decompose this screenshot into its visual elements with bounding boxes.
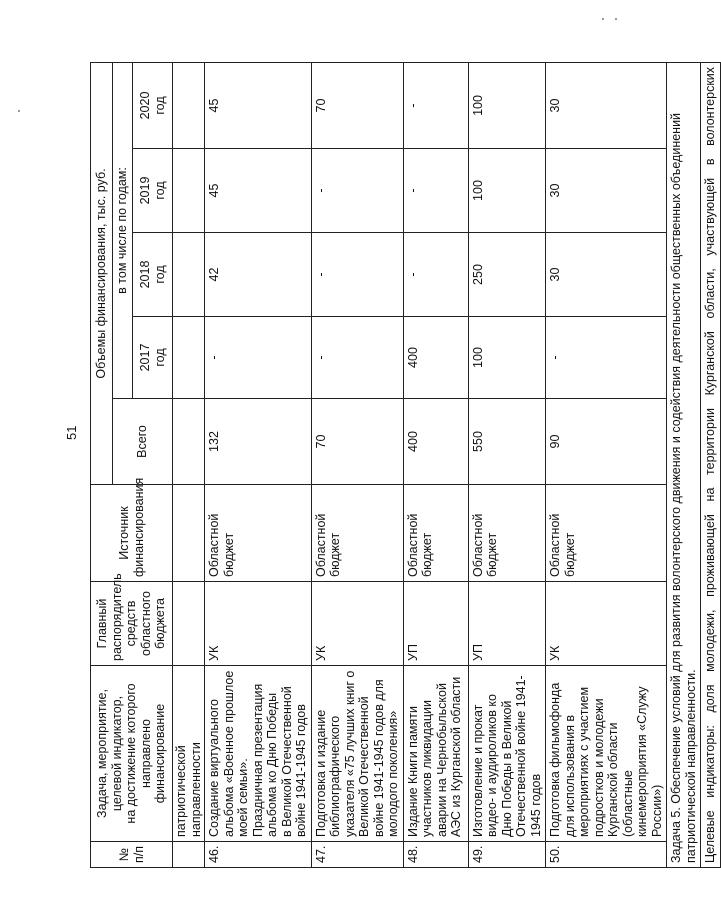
- row-2017: -: [205, 317, 312, 399]
- row-manager: УП: [468, 582, 546, 666]
- row-2018: -: [403, 233, 468, 317]
- row-2018: 30: [546, 233, 667, 317]
- row-num: 50.: [546, 842, 667, 868]
- row-manager: УК: [205, 582, 312, 666]
- row-manager: УК: [311, 582, 403, 666]
- row-2019: 100: [468, 149, 546, 233]
- scan-speck: [615, 18, 617, 20]
- header-volumes: Объемы финансирования, тыс. руб.: [91, 62, 113, 484]
- row-source: Областной бюджет: [468, 485, 546, 582]
- table-row: [403, 62, 468, 867]
- task-5-text: Задача 5. Обеспечение условий для развития волонтерского движения и содействия деятельности общественных объединений патриотической направленности.: [667, 62, 701, 867]
- table-row: [311, 62, 403, 867]
- row-2019: -: [311, 149, 403, 233]
- continuation-row: [173, 62, 205, 867]
- row-source: Областной бюджет: [205, 485, 312, 582]
- row-task: Создание виртуального альбома «Военное прошлое моей семьи». Праздничная презентация альбома ко Дню Победы в Великой Отечественной войне 1941-1945 годов: [205, 666, 312, 842]
- row-num: 47.: [311, 842, 403, 868]
- header-year-2017: 2017 год: [133, 317, 173, 399]
- row-task: Подготовка и издание библиографического указателя «75 лучших книг о Великой Отечественной войне 1941-1945 годов для молодого поколения»: [311, 666, 403, 842]
- row-task: Изготовление и прокат видео- и аудироликов ко Дню Победы в Великой Отечественной войне 1941-1945 годов: [468, 666, 546, 842]
- header-year-2020: 2020 год: [133, 62, 173, 148]
- table-row: [205, 62, 312, 867]
- row-total: 70: [311, 399, 403, 485]
- row-2019: 30: [546, 149, 667, 233]
- row-num: 46.: [205, 842, 312, 868]
- row-2020: 45: [205, 62, 312, 148]
- header-year-2019: 2019 год: [133, 149, 173, 233]
- indicators-text: Целевые индикаторы: доля молодежи, проживающей на территории Курганской области, участвующей в волонтерских: [701, 62, 721, 867]
- row-total: 550: [468, 399, 546, 485]
- header-manager: Главный распорядитель средств областного бюджета: [91, 582, 173, 666]
- row-2019: -: [403, 149, 468, 233]
- row-2020: 30: [546, 62, 667, 148]
- row-manager: УП: [403, 582, 468, 666]
- row-source: Областной бюджет: [546, 485, 667, 582]
- header-task: Задача, мероприятие, целевой индикатор, на достижение которого направлено финансирование: [91, 666, 173, 842]
- header-year-2018: 2018 год: [133, 233, 173, 317]
- row-total: 132: [205, 399, 312, 485]
- row-manager: УК: [546, 582, 667, 666]
- row-task: Издание Книги памяти участников ликвидации аварии на Чернобыльской АЭС из Курганской области: [403, 666, 468, 842]
- row-2020: -: [403, 62, 468, 148]
- row-2018: -: [311, 233, 403, 317]
- header-num: № п/п: [91, 842, 173, 868]
- row-2018: 250: [468, 233, 546, 317]
- table-row: [468, 62, 546, 867]
- row-source: Областной бюджет: [311, 485, 403, 582]
- continuation-text: патриотической направленности: [173, 666, 205, 842]
- row-num: 48.: [403, 842, 468, 868]
- row-task: Подготовка фильмофонда для использования в мероприятиях с участием подростков и молодежи Курганской области (областные кинемероприятия «Служу России»): [546, 666, 667, 842]
- task-5-row: [667, 62, 701, 867]
- header-source: Источник финансирования: [91, 485, 173, 582]
- page-number: 51: [64, 425, 79, 440]
- table-row: [546, 62, 667, 867]
- row-source: Областной бюджет: [403, 485, 468, 582]
- row-total: 90: [546, 399, 667, 485]
- indicators-row: [701, 62, 721, 867]
- header-by-years: в том числе по годам:: [113, 62, 133, 398]
- row-2017: 400: [403, 317, 468, 399]
- row-2020: 70: [311, 62, 403, 148]
- row-num: 49.: [468, 842, 546, 868]
- row-2017: 100: [468, 317, 546, 399]
- scan-speck: [602, 18, 604, 20]
- rotated-table-container: [90, 63, 717, 868]
- row-2020: 100: [468, 62, 546, 148]
- row-2017: -: [311, 317, 403, 399]
- row-2019: 45: [205, 149, 312, 233]
- header-total: Всего: [113, 399, 173, 485]
- row-2017: -: [546, 317, 667, 399]
- scan-speck: [18, 110, 20, 112]
- row-total: 400: [403, 399, 468, 485]
- financing-table: [90, 62, 721, 868]
- row-2018: 42: [205, 233, 312, 317]
